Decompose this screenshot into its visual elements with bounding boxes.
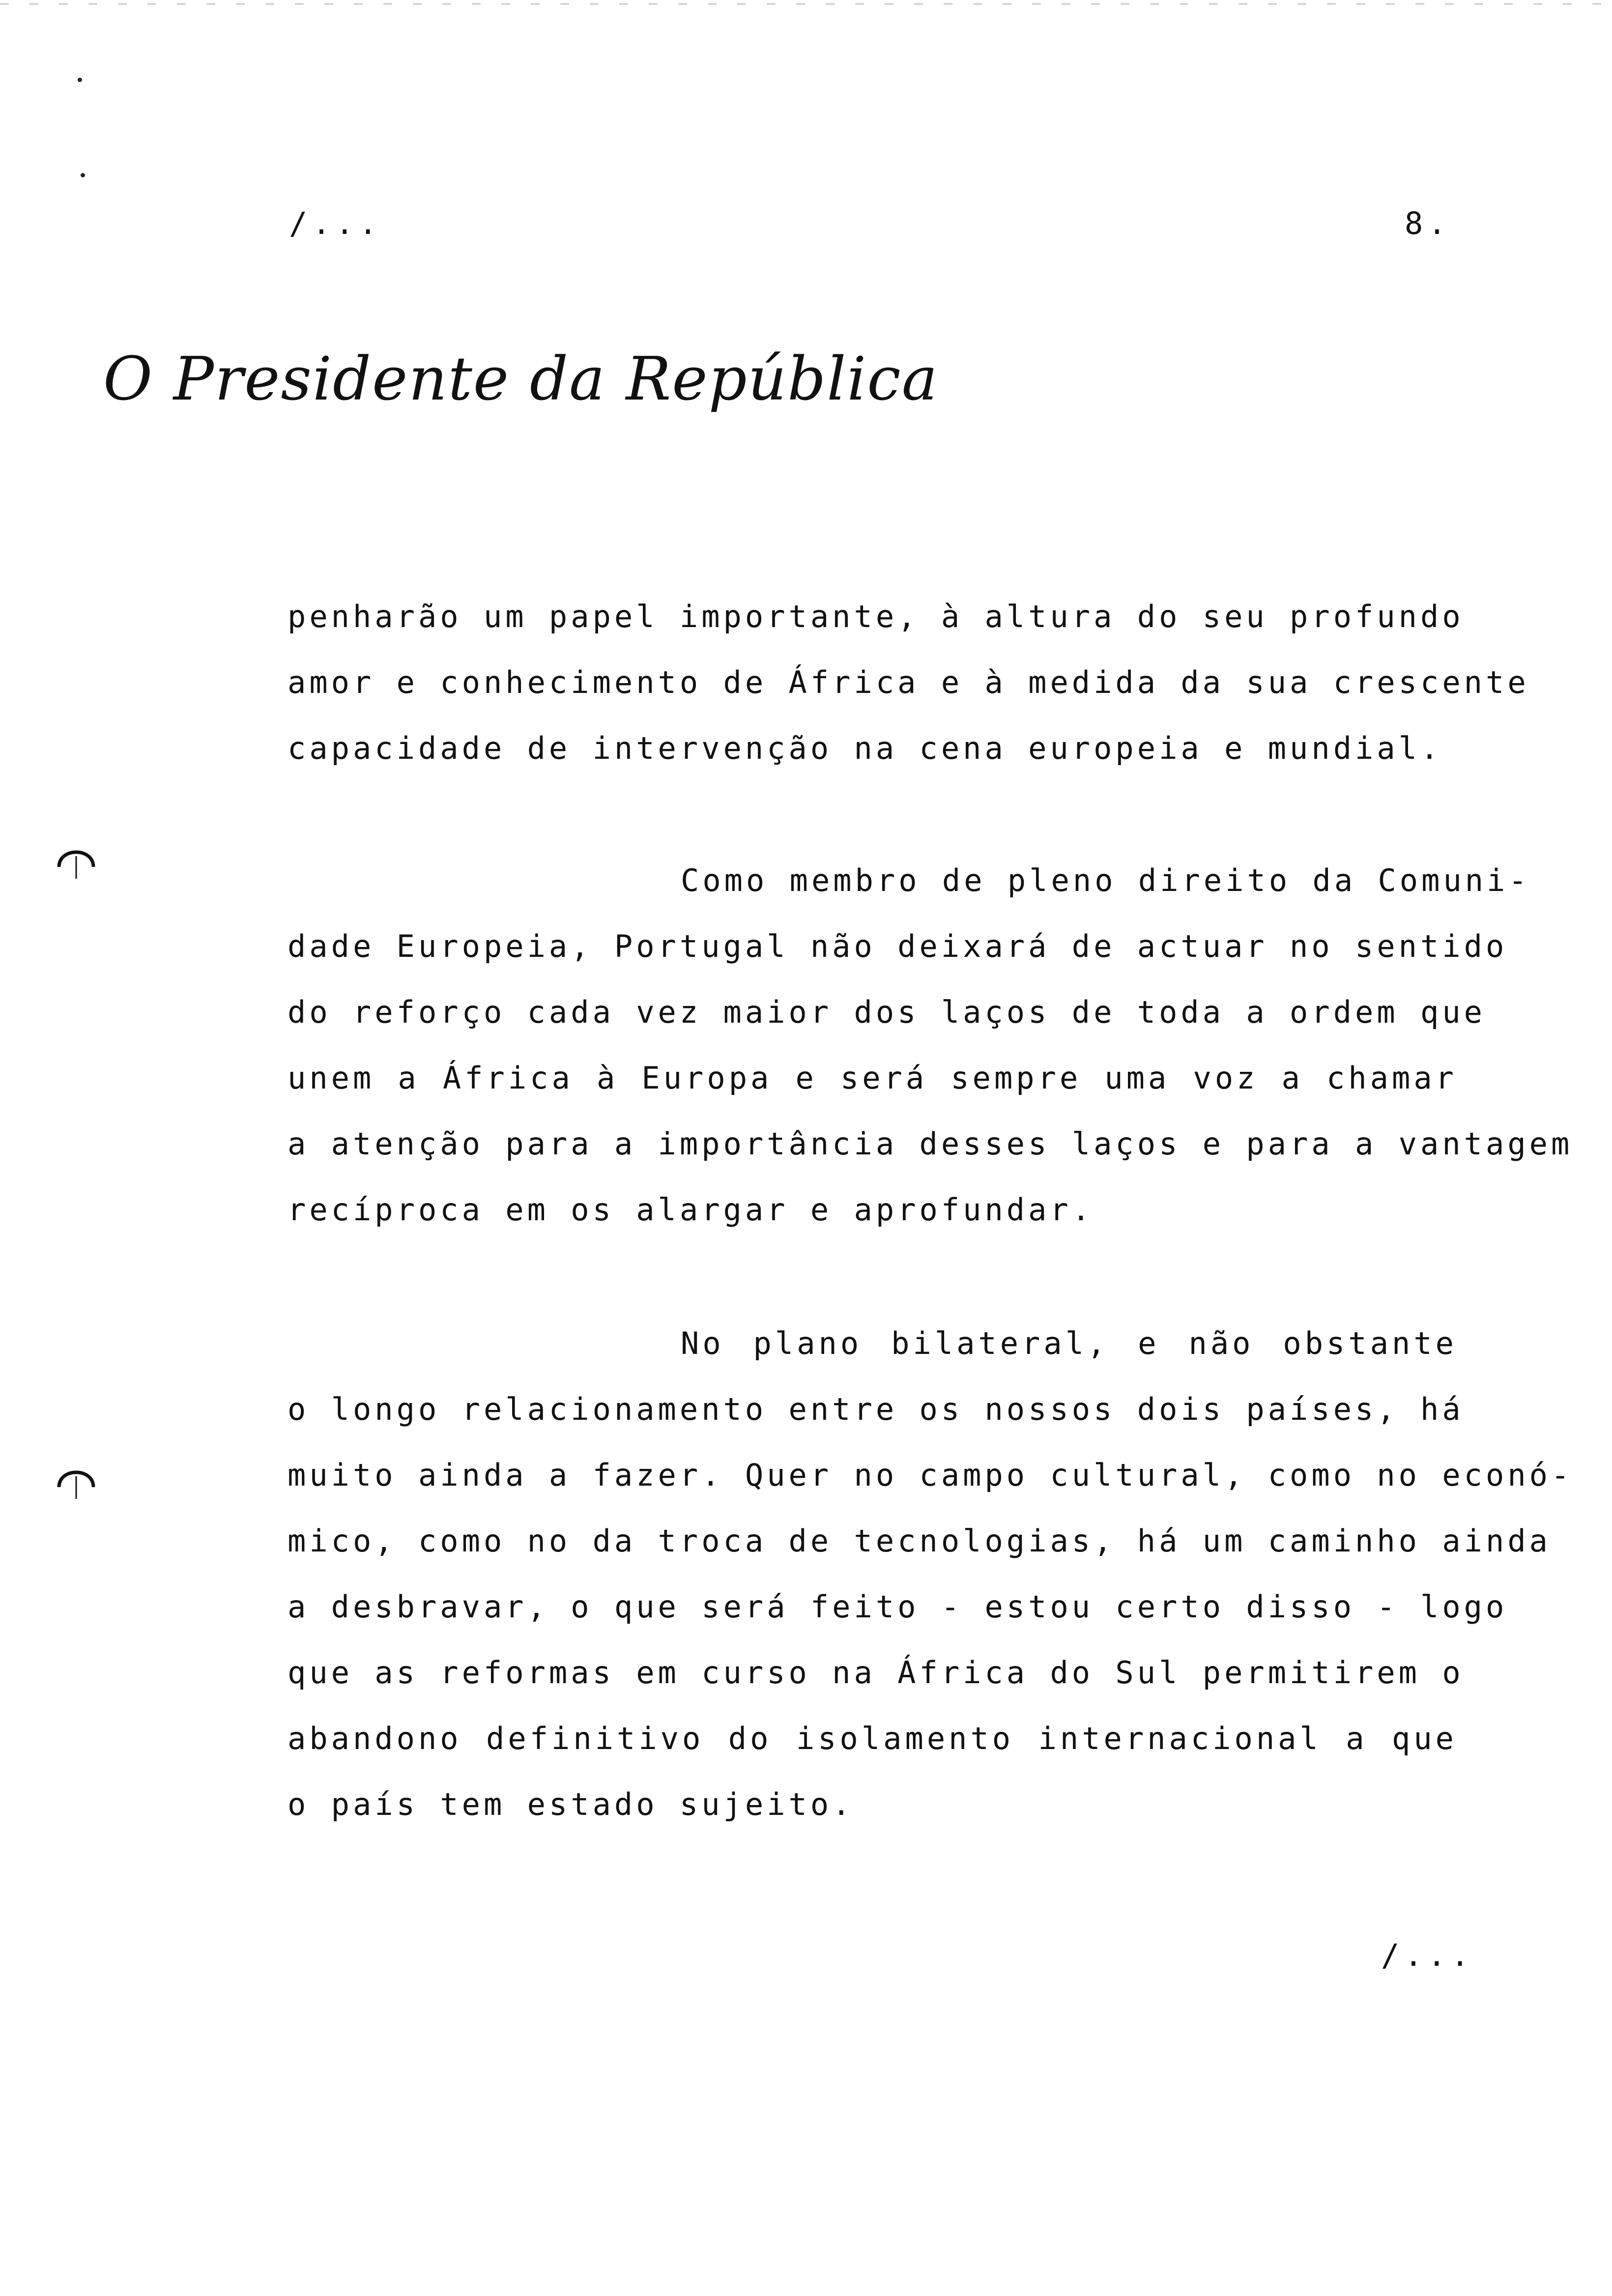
text-line: penharão um papel importante, à altura do seu profundo <box>288 599 1464 634</box>
header-continuation-mark: /... <box>289 205 382 241</box>
text-line: do reforço cada vez maior dos laços de toda a ordem que <box>288 994 1486 1030</box>
text-line: o longo relacionamento entre os nossos dois países, há <box>288 1391 1464 1427</box>
punch-hole-icon <box>55 1457 97 1499</box>
text-line: a desbravar, o que será feito - estou certo disso - logo <box>288 1589 1508 1625</box>
scan-edge-artifact <box>0 3 1612 5</box>
text-line: capacidade de intervenção na cena europeia e mundial. <box>288 730 1442 766</box>
text-line: a atenção para a importância desses laços e para a vantagem <box>288 1126 1573 1162</box>
text-line: unem a África à Europa e será sempre uma voz a chamar <box>288 1060 1457 1096</box>
paragraph <box>288 848 1573 1243</box>
page-number: 8. <box>1405 205 1451 241</box>
letterhead-title: O Presidente da República <box>103 344 939 414</box>
paragraph <box>288 584 1529 781</box>
text-line: que as reformas em curso na África do Sul permitirem o <box>288 1655 1464 1691</box>
punch-hole-icon <box>55 836 97 879</box>
text-line: abandono definitivo do isolamento internacional a que <box>288 1721 1457 1756</box>
margin-dot <box>81 173 85 177</box>
text-line: o país tem estado sujeito. <box>288 1786 854 1822</box>
text-line: amor e conhecimento de África e à medida da sua crescente <box>288 664 1529 700</box>
text-line: mico, como no da troca de tecnologias, há um caminho ainda <box>288 1523 1551 1559</box>
text-line: No plano bilateral, e não obstante <box>681 1325 1457 1361</box>
text-line: dade Europeia, Portugal não deixará de actuar no sentido <box>288 928 1508 964</box>
paragraph <box>288 1311 1573 1837</box>
margin-dot <box>78 78 82 82</box>
text-line: recíproca em os alargar e aprofundar. <box>288 1192 1094 1228</box>
footer-continuation-mark: /... <box>1381 1937 1474 1973</box>
text-line: muito ainda a fazer. Quer no campo cultural, como no econó- <box>288 1457 1573 1493</box>
text-line: Como membro de pleno direito da Comuni- <box>681 862 1530 898</box>
